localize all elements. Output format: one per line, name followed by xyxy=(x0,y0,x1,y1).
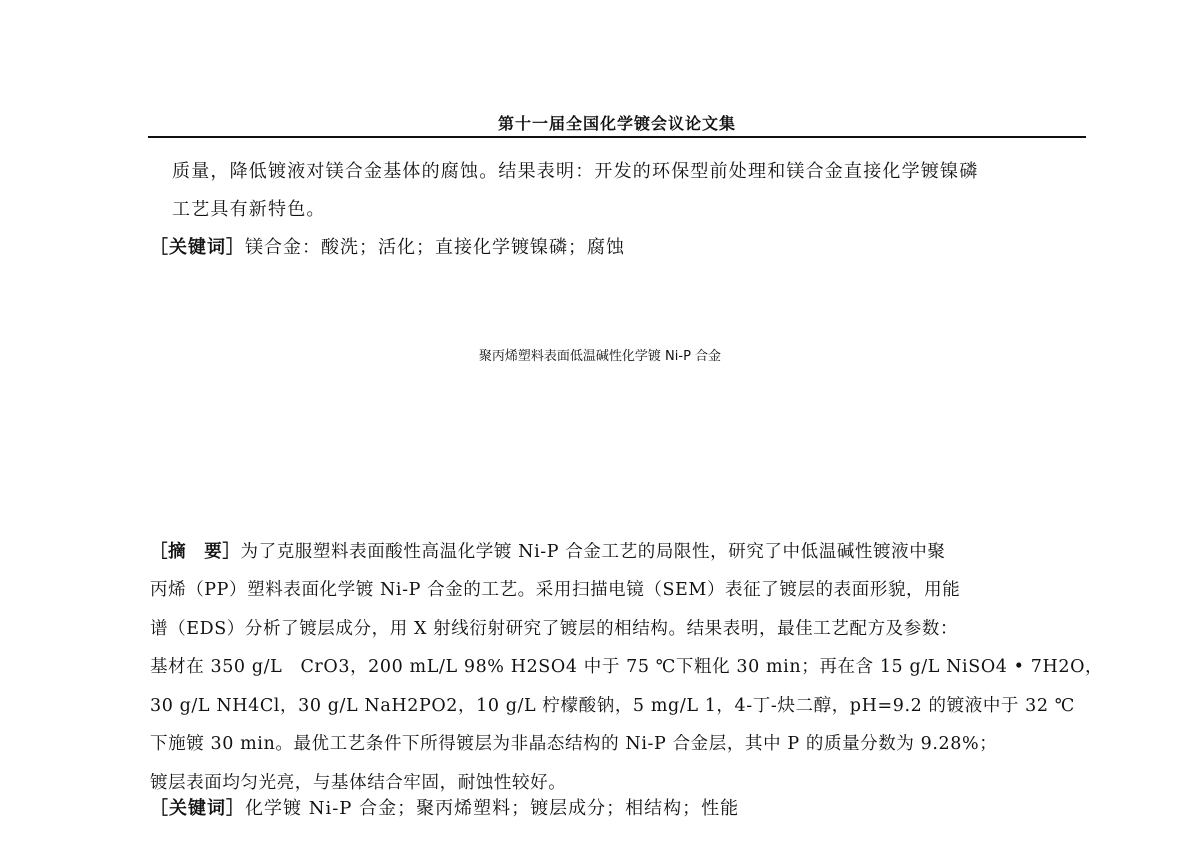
abstract-line-4: 基材在 350 g/L CrO3，200 mL/L 98% H2SO4 中于 75 ℃下粗化 30 min；再在含 15 g/L NiSO4 • 7H2O， xyxy=(150,657,1104,677)
abstract-line-7: 镀层表面均匀光亮，与基体结合牢固，耐蚀性较好。 xyxy=(150,773,567,793)
running-header: 第十一届全国化学镀会议论文集 xyxy=(497,114,736,133)
abstract-text-1: 为了克服塑料表面酸性高温化学镀 Ni-P 合金工艺的局限性，研究了中低温碱性镀液中聚 xyxy=(240,542,946,562)
article-title: 聚丙烯塑料表面低温碱性化学镀 Ni-P 合金 xyxy=(478,349,722,364)
abstract-line-3: 谱（EDS）分析了镀层成分，用 X 射线衍射研究了镀层的相结构。结果表明，最佳工艺配方及参数： xyxy=(150,619,959,639)
abstract-line-2: 丙烯（PP）塑料表面化学镀 Ni-P 合金的工艺。采用扫描电镜（SEM）表征了镀层的表面形貌，用能 xyxy=(150,580,961,600)
previous-keywords xyxy=(150,236,625,260)
previous-keywords-text: 镁合金：酸洗；活化；直接化学镀镍磷；腐蚀 xyxy=(245,237,625,258)
keywords xyxy=(150,797,739,821)
abstract-line-5: 30 g/L NH4Cl，30 g/L NaH2PO2，10 g/L 柠檬酸钠，5 mg/L 1，4-丁-炔二醇，pH=9.2 的镀液中于 32 ℃ xyxy=(150,696,1075,716)
previous-keywords-label: ［关键词］ xyxy=(150,237,245,258)
header-rule xyxy=(148,136,1086,138)
previous-abstract-line-2: 工艺具有新特色。 xyxy=(172,199,326,220)
previous-abstract-line-1: 质量，降低镀液对镁合金基体的腐蚀。结果表明：开发的环保型前处理和镁合金直接化学镀镍磷 xyxy=(172,161,979,182)
abstract-line-6: 下施镀 30 min。最优工艺条件下所得镀层为非晶态结构的 Ni-P 合金层，其中 P 的质量分数为 9.28%； xyxy=(150,734,998,754)
keywords-label: ［关键词］ xyxy=(150,798,245,819)
keywords-text: 化学镀 Ni-P 合金；聚丙烯塑料；镀层成分；相结构；性能 xyxy=(245,798,740,819)
abstract-line-1 xyxy=(150,540,945,564)
abstract-label: ［摘 要］ xyxy=(150,542,241,562)
